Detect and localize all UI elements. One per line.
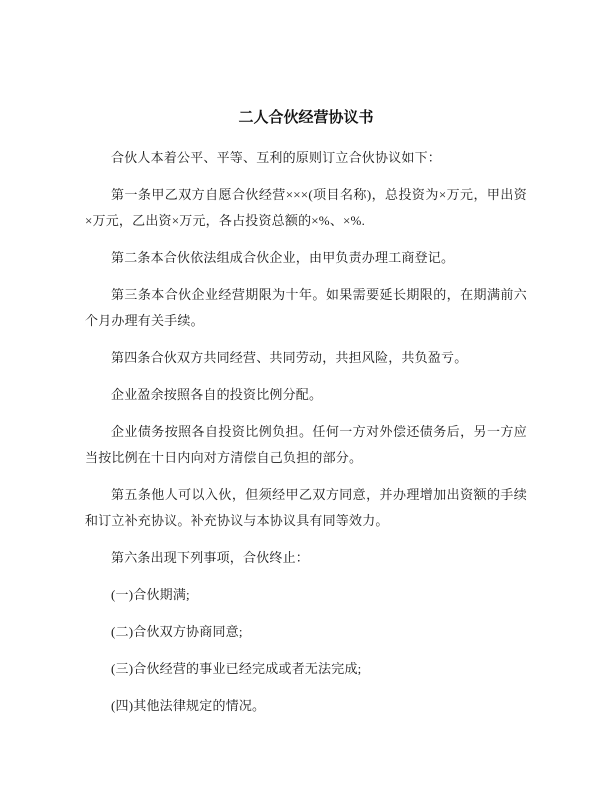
paragraph: (三)合伙经营的事业已经完成或者无法完成; [111,661,362,676]
paragraph: 企业债务按照各自投资比例负担。任何一方对外偿还债务后，另一方应当按比例在十日内向对方清偿自己负担的部分。 [85,424,527,465]
paragraph: 第五条他人可以入伙，但须经甲乙双方同意，并办理增加出资额的手续和订立补充协议。补充协议与本协议具有同等效力。 [85,487,527,528]
paragraph: 第四条合伙双方共同经营、共同劳动，共担风险，共负盈亏。 [111,350,468,365]
document-body [85,145,527,719]
paragraph: 第六条出现下列事项，合伙终止： [111,550,310,565]
paragraph: (四)其他法律规定的情况。 [111,698,266,713]
paragraph: 合伙人本着公平、平等、互利的原则订立合伙协议如下： [111,150,442,165]
paragraph: 第一条甲乙双方自愿合伙经营×××(项目名称)，总投资为×万元，甲出资×万元，乙出资×万元，各占投资总额的×%、×%. [85,187,527,228]
paragraph: 第二条本合伙依法组成合伙企业，由甲负责办理工商登记。 [111,250,455,265]
document-title: 二人合伙经营协议书 [238,109,374,126]
paragraph: (一)合伙期满; [111,587,190,602]
paragraph: (二)合伙双方协商同意; [111,624,243,639]
paragraph: 企业盈余按照各自的投资比例分配。 [111,387,323,402]
paragraph: 第三条本合伙企业经营期限为十年。如果需要延长期限的，在期满前六个月办理有关手续。 [85,287,527,328]
